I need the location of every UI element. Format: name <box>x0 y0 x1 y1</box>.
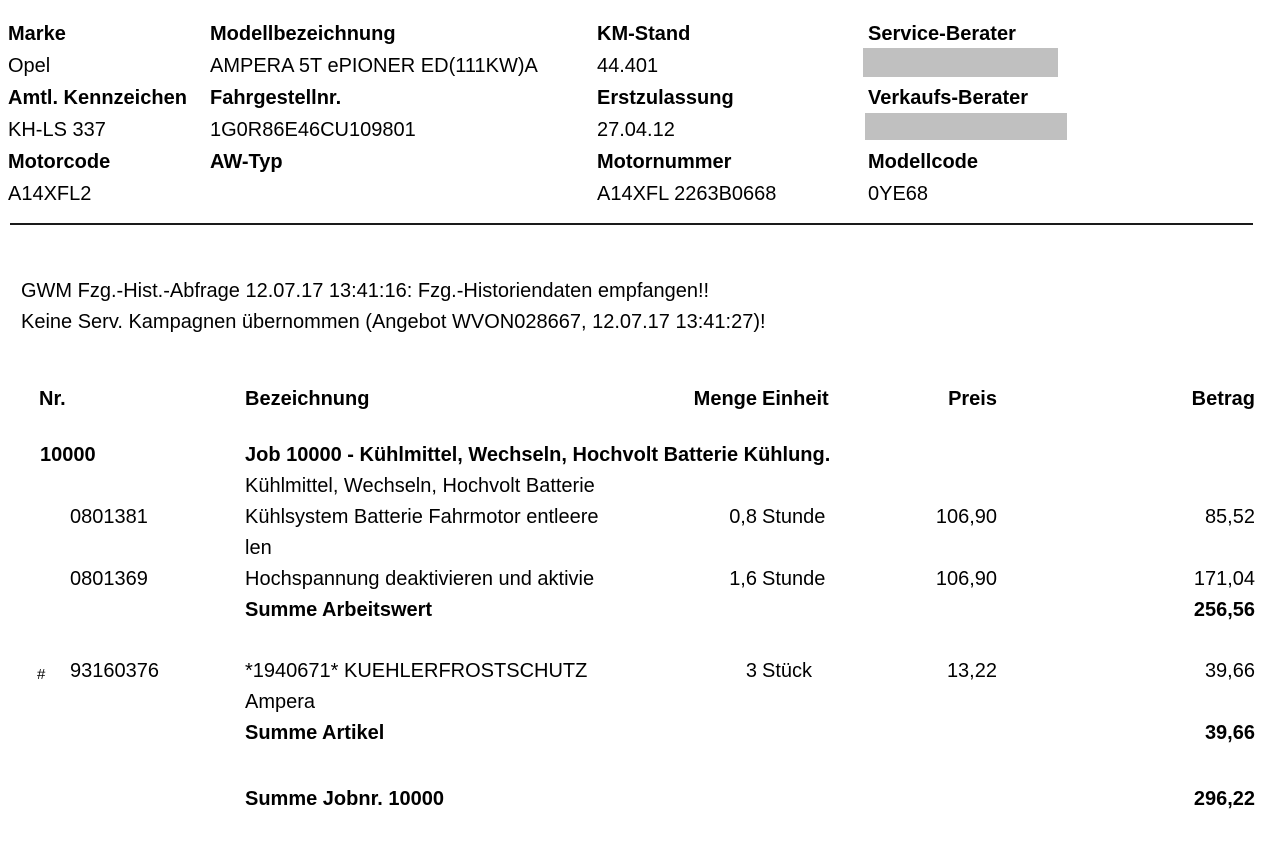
col-header-betrag: Betrag <box>1191 388 1255 410</box>
sum-amount: 296,22 <box>1193 788 1255 810</box>
sum-label: Summe Arbeitswert <box>245 599 433 621</box>
field-value-erstzulassung: 27.04.12 <box>597 119 675 141</box>
col-header-nr: Nr. <box>39 388 66 410</box>
verkaufs-berater-redaction-box <box>865 113 1067 140</box>
item-description: Ampera <box>245 691 316 713</box>
sum-label: Summe Jobnr. 10000 <box>245 788 444 810</box>
item-nr: 0801369 <box>70 568 148 590</box>
item-description: Kühlsystem Batterie Fahrmotor entleere <box>245 506 599 528</box>
service-berater-redaction-box <box>863 48 1058 77</box>
item-amount: 85,52 <box>1204 506 1255 528</box>
item-nr: 10000 <box>40 444 96 466</box>
sum-amount: 39,66 <box>1204 722 1255 744</box>
col-header-menge: Menge <box>693 388 757 410</box>
field-value-motornummer: A14XFL 2263B0668 <box>597 183 777 205</box>
item-amount: 39,66 <box>1204 660 1255 682</box>
field-label-erstzulassung: Erstzulassung <box>597 87 734 109</box>
field-value-modellbezeichnung: AMPERA 5T ePIONER ED(111KW)A <box>210 55 538 77</box>
field-value-marke: Opel <box>8 55 51 77</box>
item-amount: 171,04 <box>1193 568 1255 590</box>
field-label-motorcode: Motorcode <box>8 151 111 173</box>
field-label-km-stand: KM-Stand <box>597 23 691 45</box>
field-label-motornummer: Motornummer <box>597 151 732 173</box>
item-price: 106,90 <box>935 568 997 590</box>
item-description: len <box>245 537 272 559</box>
item-qty: 1,6 <box>729 568 757 590</box>
item-description: Hochspannung deaktivieren und aktivie <box>245 568 595 590</box>
item-qty: 3 <box>745 660 757 682</box>
item-nr: 93160376 <box>70 660 159 682</box>
field-label-marke: Marke <box>8 23 66 45</box>
item-description: Kühlmittel, Wechseln, Hochvolt Batterie <box>245 475 595 497</box>
history-message-line2: Keine Serv. Kampagnen übernommen (Angebot WVON028667, 12.07.17 13:41:27)! <box>21 311 766 333</box>
history-message-line1: GWM Fzg.-Hist.-Abfrage 12.07.17 13:41:16: Fzg.-Historiendaten empfangen!! <box>21 280 710 302</box>
part-marker: # <box>37 666 46 683</box>
field-label-service-berater: Service-Berater <box>868 23 1016 45</box>
field-label-modellbezeichnung: Modellbezeichnung <box>210 23 396 45</box>
col-header-bezeichnung: Bezeichnung <box>245 388 370 410</box>
field-value-modellcode: 0YE68 <box>868 183 929 205</box>
item-qty: 0,8 <box>729 506 757 528</box>
sum-label: Summe Artikel <box>245 722 385 744</box>
field-label-verkaufs-berater: Verkaufs-Berater <box>868 87 1029 109</box>
item-description: *1940671* KUEHLERFROSTSCHUTZ <box>245 660 588 682</box>
field-label-aw-typ: AW-Typ <box>210 151 283 173</box>
col-header-preis: Preis <box>948 388 997 410</box>
item-unit: Stück <box>762 660 813 682</box>
field-label-kennzeichen: Amtl. Kennzeichen <box>8 87 187 109</box>
item-price: 106,90 <box>935 506 997 528</box>
item-unit: Stunde <box>762 506 826 528</box>
field-value-kennzeichen: KH-LS 337 <box>8 119 106 141</box>
field-value-km-stand: 44.401 <box>597 55 659 77</box>
item-nr: 0801381 <box>70 506 148 528</box>
item-description: Job 10000 - Kühlmittel, Wechseln, Hochvolt Batterie Kühlung. <box>245 444 831 466</box>
col-header-einheit: Einheit <box>762 388 829 410</box>
field-label-fahrgestellnr: Fahrgestellnr. <box>210 87 342 109</box>
item-unit: Stunde <box>762 568 826 590</box>
header-divider-rule <box>10 223 1253 225</box>
field-label-modellcode: Modellcode <box>868 151 979 173</box>
field-value-fahrgestellnr: 1G0R86E46CU109801 <box>210 119 416 141</box>
sum-amount: 256,56 <box>1193 599 1255 621</box>
item-price: 13,22 <box>946 660 997 682</box>
field-value-motorcode: A14XFL2 <box>8 183 92 205</box>
